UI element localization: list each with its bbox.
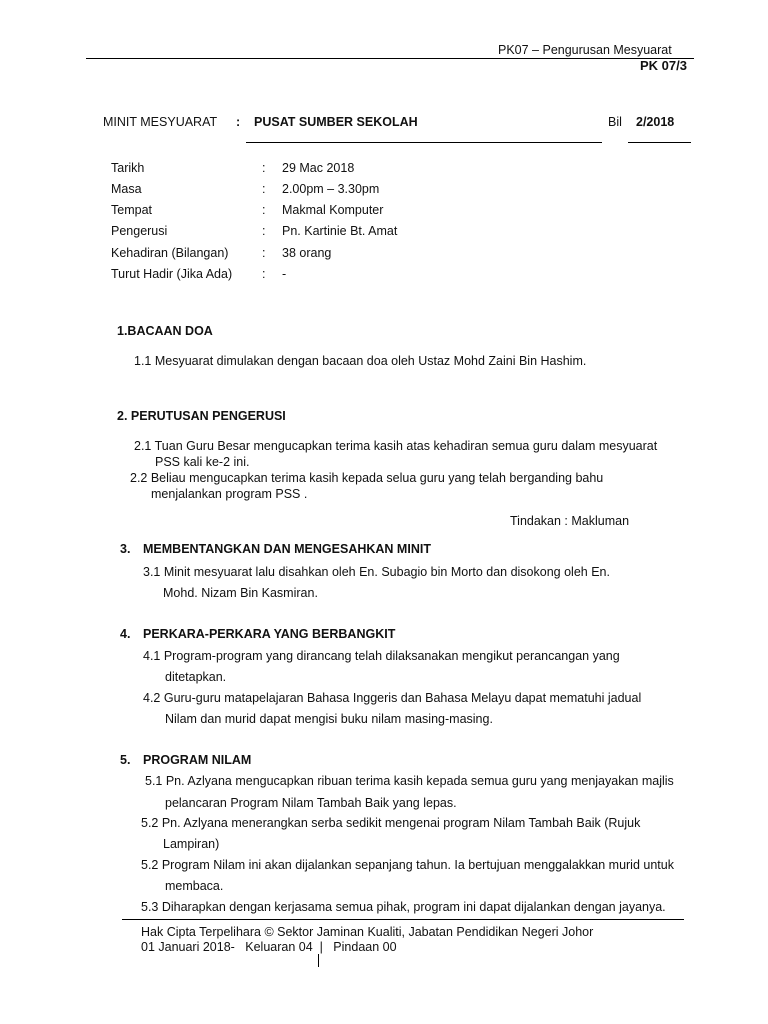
header-rule [86,58,694,59]
section-2-item-2-line-2: menjalankan program PSS . [151,487,308,501]
info-value-attendance: 38 orang [282,246,332,260]
form-code: PK 07/3 [640,58,687,73]
info-value-venue: Makmal Komputer [282,203,384,217]
info-value-chair: Pn. Kartinie Bt. Amat [282,224,398,238]
footer-separator: | [319,940,323,954]
section-5-number: 5. [120,753,131,767]
info-label-date: Tarikh [111,161,145,175]
info-value-also-present: - [282,267,287,281]
footer-issue-line [141,940,397,954]
section-5-item-2-line-2: Lampiran) [163,837,220,851]
section-2-action: Tindakan : Makluman [510,514,630,528]
section-4-number: 4. [120,627,131,641]
section-2-item-1-line-2: PSS kali ke-2 ini. [155,455,250,469]
section-3-item-1-line-2: Mohd. Nizam Bin Kasmiran. [163,586,318,600]
info-label-time: Masa [111,182,142,196]
minutes-label: MINIT MESYUARAT [103,115,218,129]
bil-value: 2/2018 [636,115,675,129]
section-4-item-2-line-1: 4.2 Guru-guru matapelajaran Bahasa Inggeris dan Bahasa Melayu dapat mematuhi jadual [143,691,642,705]
info-label-also-present: Turut Hadir (Jika Ada) [111,267,233,281]
footer-rule [122,919,684,920]
section-4-item-1-line-1: 4.1 Program-program yang dirancang telah dilaksanakan mengikut perancangan yang [143,649,620,663]
section-5-item-1-line-1: 5.1 Pn. Azlyana mengucapkan ribuan terima kasih kepada semua guru yang menjayakan majlis [145,774,674,788]
bil-label: Bil [608,115,622,129]
info-value-date: 29 Mac 2018 [282,161,355,175]
section-4-item-2-line-2: Nilam dan murid dapat mengisi buku nilam masing-masing. [165,712,493,726]
section-5-item-3-line-2: membaca. [165,879,224,893]
section-5-item-2-line-1: 5.2 Pn. Azlyana menerangkan serba sedikit mengenai program Nilam Tambah Baik (Rujuk [141,816,641,830]
section-5-title: PROGRAM NILAM [143,753,252,767]
info-label-chair: Pengerusi [111,224,168,238]
footer-issue: Keluaran 04 [245,940,313,954]
meeting-subject: PUSAT SUMBER SEKOLAH [254,115,418,129]
section-3-title: MEMBENTANGKAN DAN MENGESAHKAN MINIT [143,542,431,556]
subject-underline [246,142,602,143]
footer-date: 01 Januari 2018- [141,940,235,954]
section-2-title: 2. PERUTUSAN PENGERUSI [117,409,286,423]
section-5-item-3-line-1: 5.2 Program Nilam ini akan dijalankan sepanjang tahun. Ia bertujuan menggalakkan murid untuk [141,858,674,872]
section-2-item-1-line-1: 2.1 Tuan Guru Besar mengucapkan terima kasih atas kehadiran semua guru dalam mesyuarat [134,439,658,453]
section-5-item-1-line-2: pelancaran Program Nilam Tambah Baik yang lepas. [165,796,457,810]
info-colon: : [262,203,266,217]
info-colon: : [262,161,266,175]
footer-cursor-mark [318,954,319,967]
bil-underline [628,142,691,143]
info-colon: : [262,224,266,238]
section-5-item-4-line-1: 5.3 Diharapkan dengan kerjasama semua pihak, program ini dapat dijalankan dengan jayanya. [141,900,666,914]
section-3-number: 3. [120,542,131,556]
section-4-item-1-line-2: ditetapkan. [165,670,227,684]
info-colon: : [262,246,266,260]
footer-amendment: Pindaan 00 [333,940,397,954]
section-2-item-2-line-1: 2.2 Beliau mengucapkan terima kasih kepada selua guru yang telah berganding bahu [130,471,604,485]
title-colon: : [236,115,241,129]
info-colon: : [262,267,266,281]
section-1-title: 1.BACAAN DOA [117,324,213,338]
section-1-item-1: 1.1 Mesyuarat dimulakan dengan bacaan doa oleh Ustaz Mohd Zaini Bin Hashim. [134,354,587,368]
info-label-venue: Tempat [111,203,152,217]
footer-copyright: Hak Cipta Terpelihara © Sektor Jaminan Kualiti, Jabatan Pendidikan Negeri Johor [141,925,594,939]
info-value-time: 2.00pm – 3.30pm [282,182,380,196]
section-3-item-1-line-1: 3.1 Minit mesyuarat lalu disahkan oleh En. Subagio bin Morto dan disokong oleh En. [143,565,610,579]
info-label-attendance: Kehadiran (Bilangan) [111,246,229,260]
document-reference: PK07 – Pengurusan Mesyuarat [498,43,672,57]
info-colon: : [262,182,266,196]
section-4-title: PERKARA-PERKARA YANG BERBANGKIT [143,627,396,641]
